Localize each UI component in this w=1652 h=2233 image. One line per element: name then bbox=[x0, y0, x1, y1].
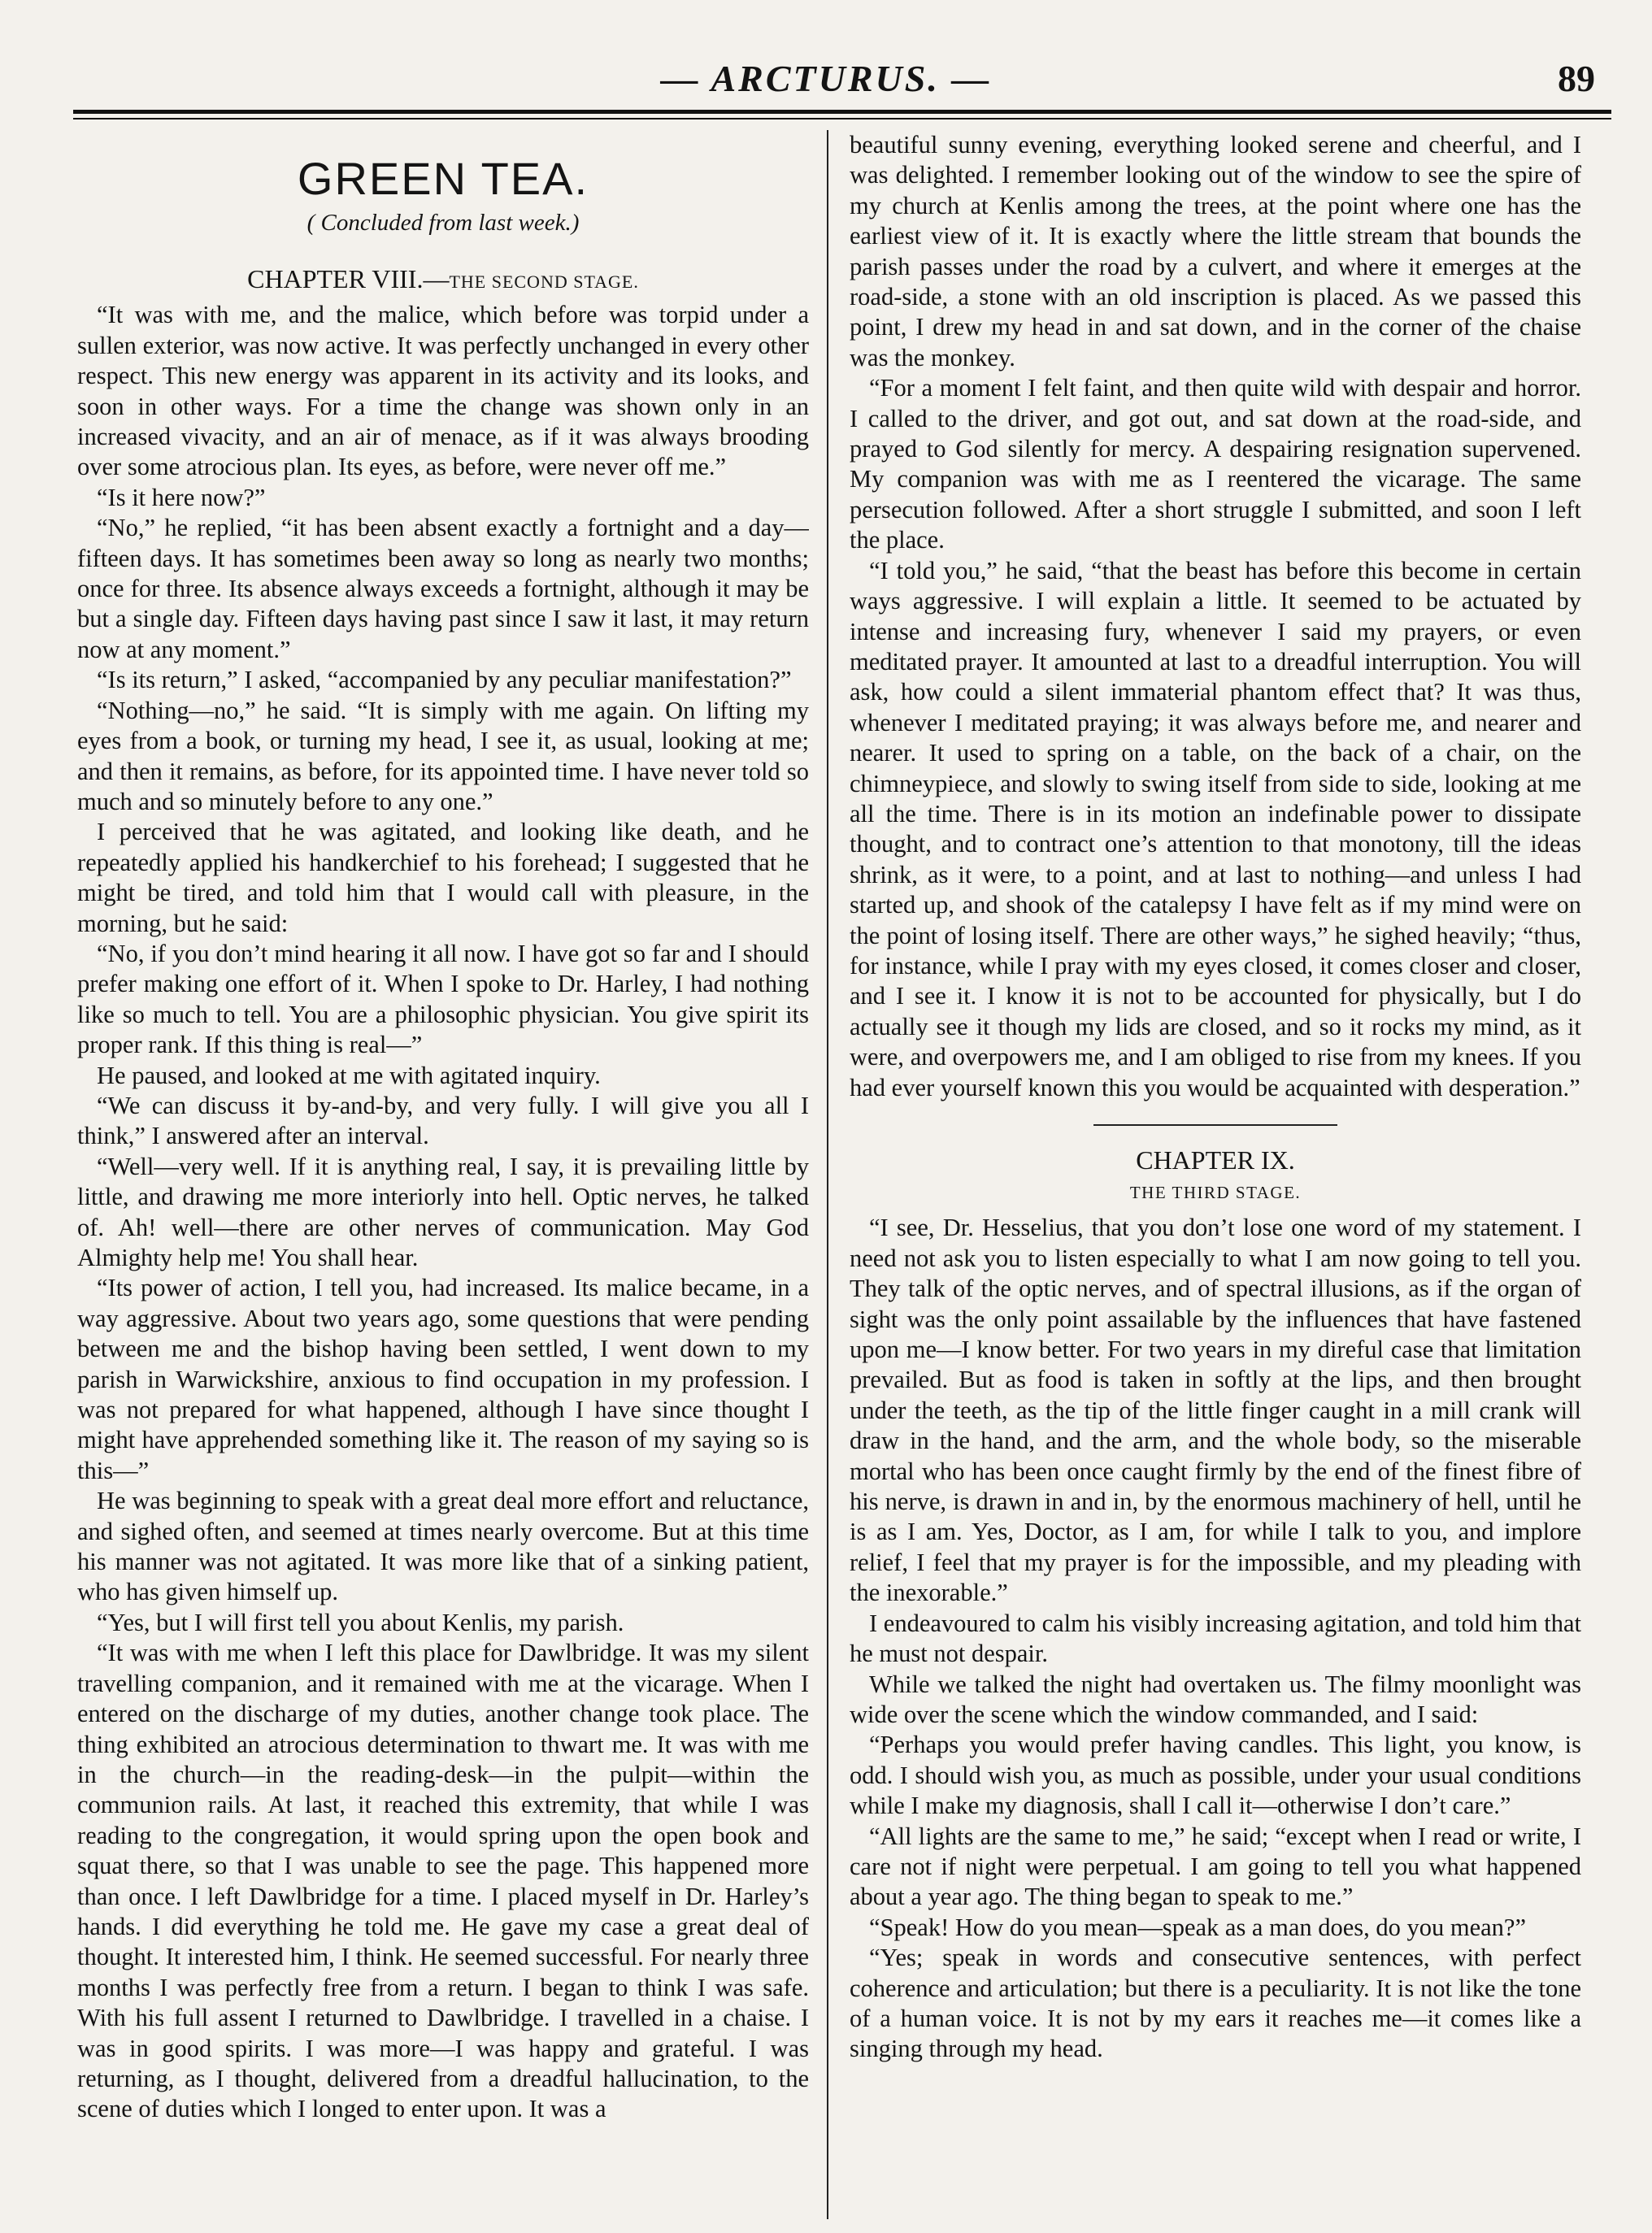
chapter-8-heading bbox=[77, 263, 809, 298]
paragraph: “Is it here now?” bbox=[97, 483, 266, 511]
paragraph: “Perhaps you would prefer having candles. This light, you know, is odd. I should wish you, as much as possible, under your usual conditions while I make my diagnosis, shall I call it—otherwise I don’t care.” bbox=[850, 1731, 1581, 1820]
article-title: GREEN TEA. bbox=[297, 153, 589, 204]
paragraph: “I see, Dr. Hesselius, that you don’t lose one word of my statement. I need not ask you to listen especially to what I am now going to tell you. They talk of the optic nerves, and of spectral illusions, as if the organ of sight was the only point assailable by the influences that have fastened upon me—I know better. For two years in my direful case that limitation prevailed. But as food is taken in softly at the lips, and then brought under the teeth, as the tip of the little finger caught in a mill crank will draw in the hand, and the arm, and the whole body, so the miserable mortal who has been once caught firmly by the end of the finest fibre of his nerve, is drawn in and in, by the enormous machinery of hell, until he is as I am. Yes, Doctor, as I am, for while I talk to you, and implore relief, I feel that my prayer is for the impossible, and my pleading with the inexorable.” bbox=[850, 1214, 1581, 1607]
page-number: 89 bbox=[1558, 58, 1595, 99]
paragraph: I perceived that he was agitated, and looking like death, and he repeatedly applied his handkerchief to his forehead; I suggested that he might be tired, and told him that I would call with pleasure, in the morning, but he said: bbox=[77, 818, 809, 937]
chapter-9-heading: CHAPTER IX. bbox=[1136, 1145, 1295, 1175]
paragraph: “Well—very well. If it is anything real, I say, it is prevailing little by little, and drawing me more interiorly into hell. Optic nerves, he talked of. Ah! well—there are other nerves of communication. May God Almighty help me! You shall hear. bbox=[77, 1152, 809, 1271]
paragraph: He was beginning to speak with a great deal more effort and reluctance, and sighed often, and seemed at times nearly overcome. But at this time his manner was not agitated. It was more like that of a sinking patient, who has given himself up. bbox=[77, 1487, 809, 1606]
chapter-8-title: CHAPTER VIII.— bbox=[247, 264, 450, 294]
article-subtitle: ( Concluded from last week.) bbox=[306, 210, 580, 236]
paragraph: While we talked the night had overtaken us. The filmy moonlight was wide over the scene which the window commanded, and I said: bbox=[850, 1670, 1581, 1728]
paragraph: “No,” he replied, “it has been absent exactly a fortnight and a day—fifteen days. It has sometimes been away so long as nearly two months; once for three. Its absence always exceeds a fortnight, although it may be but a single day. Fifteen days having past since I saw it last, it may return now at any moment.” bbox=[77, 514, 809, 663]
paragraph: “Its power of action, I tell you, had increased. Its malice became, in a way aggressive. About two years ago, some questions that were pending between me and the bishop having been settled, I went down to my parish in Warwickshire, anxious to find occupation in my profession. I was not prepared for what happened, although I have since thought I might have apprehended something like it. The reason of my saying so is this—” bbox=[77, 1274, 809, 1484]
paragraph: “Nothing—no,” he said. “It is simply with me again. On lifting my eyes from a book, or turning my head, I see it, as usual, looking at me; and then it remains, as before, for its appointed time. I have never told so much and so minutely before to any one.” bbox=[77, 696, 809, 815]
paragraph: “Yes; speak in words and consecutive sentences, with perfect coherence and articulation; but there is a peculiarity. It is not like the tone of a human voice. It is not by my ears it reaches me—it comes like a singing through my head. bbox=[850, 1944, 1581, 2063]
section-divider bbox=[1093, 1124, 1337, 1126]
paragraph: “For a moment I felt faint, and then quite wild with despair and horror. I called to the driver, and got out, and sat down at the road-side, and prayed to God silently for mercy. A despairing resignation supervened. My companion was with me as I reentered the vicarage. The same persecution followed. After a short struggle I submitted, and soon I left the place. bbox=[850, 374, 1581, 554]
paragraph: “We can discuss it by-and-by, and very fully. I will give you all I think,” I answered after an interval. bbox=[77, 1091, 809, 1150]
paragraph: “It was with me, and the malice, which before was torpid under a sullen exterior, was now active. It was perfectly unchanged in every other respect. This new energy was apparent in its activity and its looks, and soon in other ways. For a time the change was shown only in an increased vivacity, and an air of menace, as if it was always brooding over some atrocious plan. Its eyes, as before, were never off me.” bbox=[77, 301, 809, 481]
paragraph: “Speak! How do you mean—speak as a man does, do you mean?” bbox=[869, 1913, 1527, 1941]
header-rule bbox=[73, 110, 1611, 114]
paragraph: “I told you,” he said, “that the beast has before this become in certain ways aggressive. I will explain a little. It seemed to be actuated by intense and increasing fury, whenever I said my prayers, or even meditated prayer. It amounted at last to a dreadful interruption. You will ask, how could a silent immaterial phantom effect that? It was thus, whenever I meditated praying; it was always before me, and nearer and nearer. It used to spring on a table, on the back of a chair, on the chimneypiece, and slowly to swing itself from side to side, looking at me all the time. There is in its motion an indefinable power to dissipate thought, and to contract one’s attention to that monotony, till the ideas shrink, as it were, to a point, and at last to nothing—and unless I had started up, and shook of the catalepsy I have felt as if my mind were on the point of losing itself. There are other ways,” he sighed heavily; “thus, for instance, while I pray with my eyes closed, it comes closer and closer, and I see it. I know it is not to be accounted for physically, but I do actually see it though my lids are closed, and so it rocks my mind, as it were, and overpowers me, and I am obliged to rise from my knees. If you had ever yourself known this you would be acquainted with desperation.” bbox=[850, 556, 1581, 1101]
header-rule-thin bbox=[73, 118, 1611, 119]
paragraph: I endeavoured to calm his visibly increasing agitation, and told him that he must not despair. bbox=[850, 1609, 1581, 1668]
chapter-8-stage: THE SECOND STAGE. bbox=[449, 272, 639, 293]
right-column bbox=[850, 130, 1581, 2211]
paragraph: “Is its return,” I asked, “accompanied by any peculiar manifestation?” bbox=[97, 666, 792, 694]
paragraph: “All lights are the same to me,” he said; “except when I read or write, I care not if night were perpetual. I am going to tell you what happened about a year ago. The thing began to speak to me.” bbox=[850, 1822, 1581, 1911]
paragraph: “No, if you don’t mind hearing it all now. I have got so far and I should prefer making one effort of it. When I spoke to Dr. Harley, I had nothing like so much to tell. You are a philosophic physician. You give spirit its proper rank. If this thing is real—” bbox=[77, 939, 809, 1059]
paragraph: He paused, and looked at me with agitated inquiry. bbox=[97, 1061, 601, 1089]
masthead bbox=[0, 0, 1652, 122]
left-column bbox=[77, 130, 809, 2211]
paragraph: “Yes, but I will first tell you about Kenlis, my parish. bbox=[97, 1608, 624, 1636]
column-divider bbox=[827, 130, 828, 2219]
chapter-9-stage: THE THIRD STAGE. bbox=[1129, 1183, 1302, 1202]
masthead-title: — ARCTURUS. — bbox=[660, 58, 992, 99]
paragraph: beautiful sunny evening, everything looked serene and cheerful, and I was delighted. I remember looking out of the window to see the spire of my church at Kenlis among the trees, at the point where one has the earliest view of it. It is exactly where the little stream that bounds the parish passes under the road by a culvert, and where it emerges at the road-side, a stone with an old inscription is placed. As we passed this point, I drew my head in and sat down, and in the corner of the chaise was the monkey. bbox=[850, 131, 1581, 371]
paragraph: “It was with me when I left this place for Dawlbridge. It was my silent travelling companion, and it remained with me at the vicarage. When I entered on the discharge of my duties, another change took place. The thing exhibited an atrocious determination to thwart me. It was with me in the church—in the reading-desk—in the pulpit—within the communion rails. At last, it reached this extremity, that while I was reading to the congregation, it would spring upon the open book and squat there, so that I was unable to see the page. This happened more than once. I left Dawlbridge for a time. I placed myself in Dr. Harley’s hands. I did everything he told me. He gave my case a great deal of thought. It interested him, I think. He seemed successful. For nearly three months I was perfectly free from a return. I began to think I was safe. With his full assent I returned to Dawlbridge. I travelled in a chaise. I was in good spirits. I was more—I was happy and grateful. I was returning, as I thought, delivered from a dreadful hallucination, to the scene of duties which I longed to enter upon. It was a bbox=[77, 1639, 809, 2123]
